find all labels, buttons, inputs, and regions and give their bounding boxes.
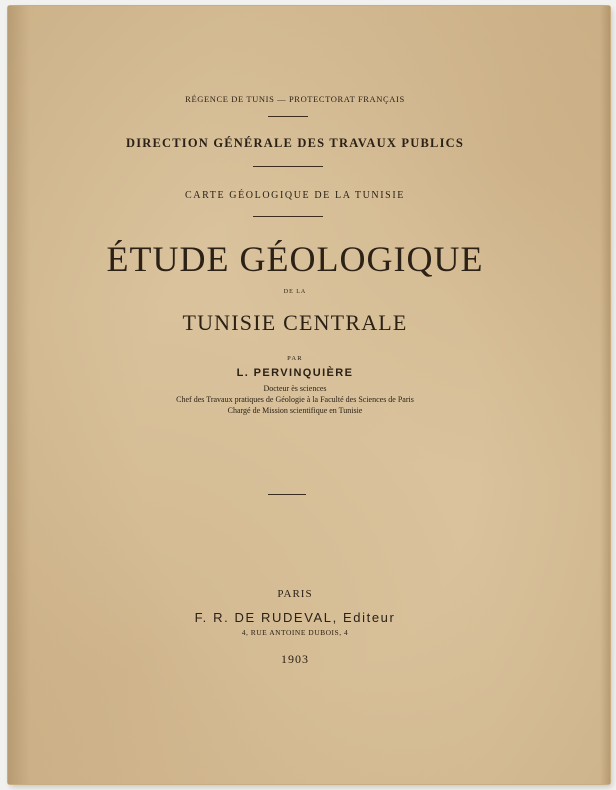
publisher-address: 4, RUE ANTOINE DUBOIS, 4: [241, 628, 349, 637]
publication-year: 1903: [281, 652, 309, 666]
regence-line: RÉGENCE DE TUNIS — PROTECTORAT FRANÇAIS: [185, 94, 405, 104]
carte-line: CARTE GÉOLOGIQUE DE LA TUNISIE: [185, 190, 405, 201]
author-name: L. PERVINQUIÈRE: [236, 367, 354, 379]
direction-line: DIRECTION GÉNÉRALE DES TRAVAUX PUBLICS: [125, 136, 465, 150]
cover-edge: [600, 6, 610, 784]
book-title: ÉTUDE GÉOLOGIQUE: [106, 239, 484, 279]
author-credential: Docteur ès sciences: [263, 384, 327, 393]
publisher-name: F. R. DE RUDEVAL, Editeur: [194, 610, 396, 625]
divider-rule-1: [268, 116, 308, 117]
divider-rule-4: [268, 494, 306, 495]
author-credential: Chef des Travaux pratiques de Géologie à la Faculté des Sciences de Paris: [176, 395, 414, 404]
author-credential: Chargé de Mission scientifique en Tunisie: [227, 406, 363, 415]
by-label: PAR: [287, 355, 303, 362]
book-subtitle: TUNISIE CENTRALE: [182, 310, 408, 335]
imprint-city: PARIS: [277, 588, 313, 600]
divider-rule-3: [253, 216, 323, 217]
title-connector: DE LA: [283, 289, 307, 295]
divider-rule-2: [253, 166, 323, 167]
